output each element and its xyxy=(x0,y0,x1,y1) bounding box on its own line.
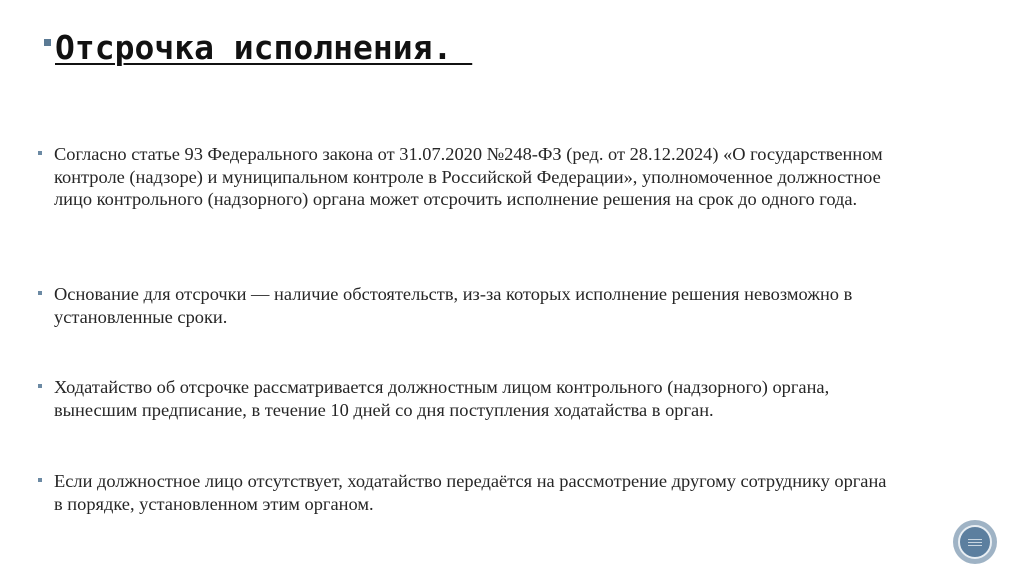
list-item xyxy=(38,376,898,421)
square-bullet-icon xyxy=(38,151,42,155)
list-item xyxy=(38,283,898,328)
slide-title: Отсрочка исполнения. xyxy=(55,28,473,67)
list-item xyxy=(38,470,898,515)
slide-logo-mark xyxy=(968,542,982,543)
bullet-text: Если должностное лицо отсутствует, ходатайство передаётся на рассмотрение другому сотруднику органа в порядке, установленном этим органом. xyxy=(54,471,887,514)
list-item xyxy=(38,143,898,211)
square-bullet-icon xyxy=(38,384,42,388)
bullet-text: Согласно статье 93 Федерального закона от 31.07.2020 №248-ФЗ (ред. от 28.12.2024) «О государственном контроле (надзоре) и муниципальном контроле в Российской Федерации», уполномоченное должностное лицо контрольного (надзорного) органа может отсрочить исполнение решения на срок до одного года. xyxy=(54,144,883,209)
slide-logo-inner xyxy=(958,525,992,559)
square-bullet-icon xyxy=(38,291,42,295)
title-row xyxy=(44,26,472,70)
bullet-text: Основание для отсрочки — наличие обстоятельств, из-за которых исполнение решения невозможно в установленные сроки. xyxy=(54,284,853,327)
slide-logo-icon xyxy=(953,520,997,564)
bullet-text: Ходатайство об отсрочке рассматривается должностным лицом контрольного (надзорного) органа, вынесшим предписание, в течение 10 дней со дня поступления ходатайства в орган. xyxy=(54,377,830,420)
square-bullet-icon xyxy=(44,39,51,46)
square-bullet-icon xyxy=(38,478,42,482)
